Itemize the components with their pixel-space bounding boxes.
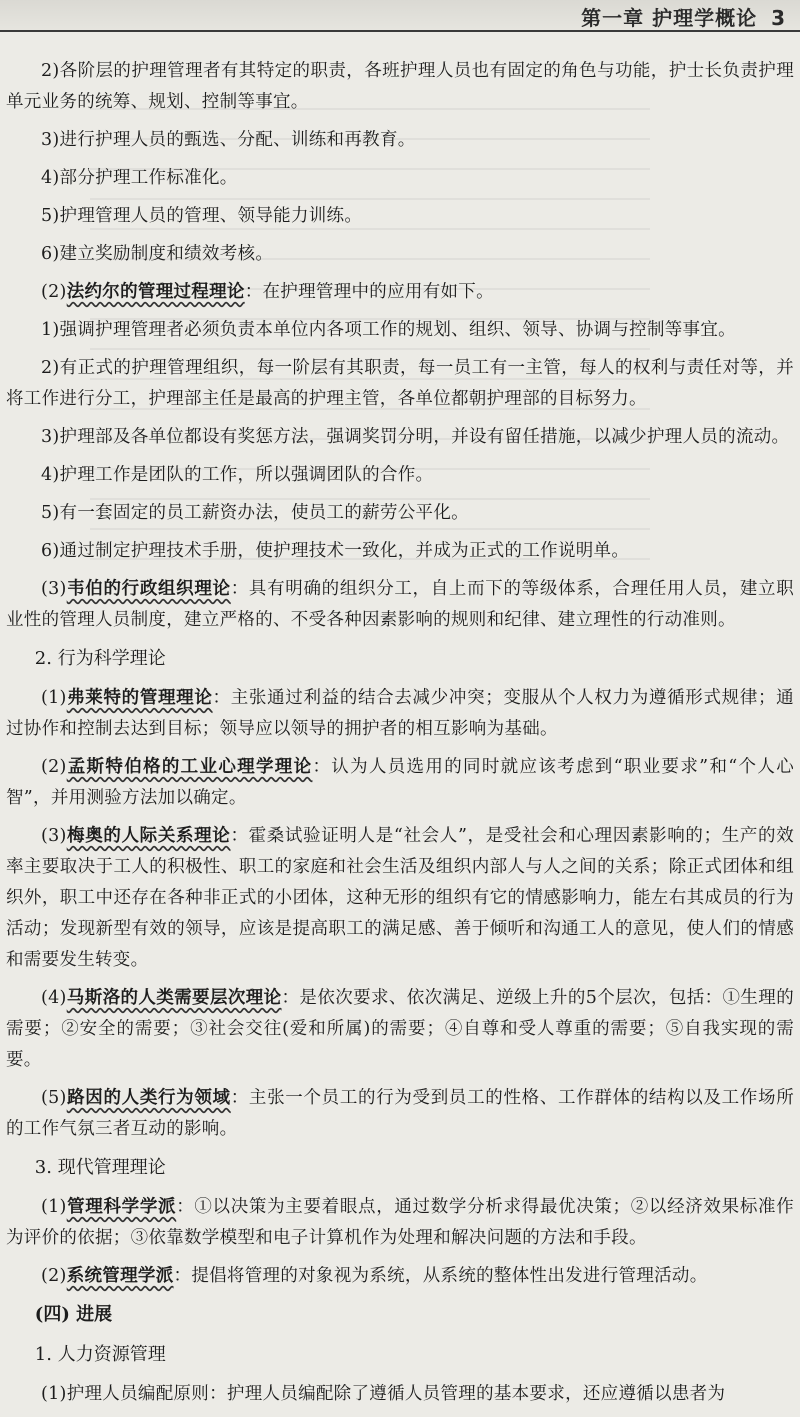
paragraph: 4)部分护理工作标准化。 bbox=[41, 168, 238, 188]
item-number: (2) bbox=[41, 1266, 67, 1286]
item-number: (1) bbox=[41, 688, 67, 708]
item-number: (4) bbox=[41, 988, 67, 1008]
paragraph bbox=[6, 752, 794, 814]
paragraph bbox=[6, 821, 794, 976]
item-number: (1) bbox=[41, 1197, 67, 1217]
paragraph: 1)强调护理管理者必须负责本单位内各项工作的规划、组织、领导、协调与控制等事宜。 bbox=[41, 320, 736, 340]
paragraph: 3)护理部及各单位都设有奖惩方法，强调奖罚分明，并设有留任措施，以减少护理人员的流动。 bbox=[41, 427, 790, 447]
item-number: (3) bbox=[41, 579, 67, 599]
paragraph: 5)有一套固定的员工薪资办法，使员工的薪劳公平化。 bbox=[41, 503, 469, 523]
paragraph: 5)护理管理人员的管理、领导能力训练。 bbox=[41, 206, 363, 226]
theory-description: ：主张一个员工的行为受到员工的性格、工作群体的结构以及工作场所的工作气氛三者互动的影响。 bbox=[6, 1088, 794, 1139]
theory-term: 管理科学学派 bbox=[66, 1197, 177, 1217]
theory-term: 法约尔的管理过程理论 bbox=[66, 282, 245, 302]
running-header-text bbox=[581, 2, 786, 31]
paragraph: 2)有正式的护理管理组织，每一阶层有其职责，每一员工有一主管，每人的权利与责任对等，并将工作进行分工，护理部主任是最高的护理主管，各单位都朝护理部的目标努力。 bbox=[6, 358, 794, 409]
paragraph: 4)护理工作是团队的工作，所以强调团队的合作。 bbox=[41, 465, 434, 485]
paragraph bbox=[6, 683, 794, 745]
paragraph bbox=[6, 1261, 794, 1292]
theory-description: ：是依次要求、依次满足、逆级上升的5个层次，包括：①生理的需要；②安全的需要；③社会交往(爱和所属)的需要；④自尊和受人尊重的需要；⑤自我实现的需要。 bbox=[6, 988, 794, 1070]
header-rule bbox=[0, 30, 800, 32]
theory-description: ：主张通过利益的结合去减少冲突；变服从个人权力为遵循形式规律；通过协作和控制去达到目标；领导应以领导的拥护者的相互影响为基础。 bbox=[6, 688, 794, 739]
paragraph: 6)通过制定护理技术手册，使护理技术一致化，并成为正式的工作说明单。 bbox=[41, 541, 630, 561]
theory-term: 路因的人类行为领域 bbox=[66, 1088, 231, 1108]
theory-description: ：霍桑试验证明人是“社会人”，是受社会和心理因素影响的；生产的效率主要取决于工人的积极性、职工的家庭和社会生活及组织内部人与人之间的关系；除正式团体和组织外，职工中还存在各种非正式的小团体，这种无形的组织有它的情感影响力，能左右其成员的行为活动；发现新型有效的领导，应该是提高职工的满足感、善于倾听和沟通工人的意见，使人们的情感和需要发生转变。 bbox=[6, 826, 794, 970]
page-body bbox=[6, 56, 794, 1417]
theory-term: 马斯洛的人类需要层次理论 bbox=[66, 988, 282, 1008]
theory-term: 弗莱特的管理理论 bbox=[66, 688, 213, 708]
theory-term: 孟斯特伯格的工业心理学理论 bbox=[66, 757, 313, 777]
paragraph: (1)护理人员编配原则：护理人员编配除了遵循人员管理的基本要求，还应遵循以患者为 bbox=[41, 1384, 726, 1404]
paragraph bbox=[6, 574, 794, 636]
paragraph bbox=[6, 1083, 794, 1145]
theory-description: ：提倡将管理的对象视为系统，从系统的整体性出发进行管理活动。 bbox=[173, 1266, 708, 1286]
theory-description: ：认为人员选用的同时就应该考虑到“职业要求”和“个人心智”，并用测验方法加以确定。 bbox=[6, 757, 794, 808]
paragraph: 2)各阶层的护理管理者有其特定的职责，各班护理人员也有固定的角色与功能，护士长负责护理单元业务的统筹、规划、控制等事宜。 bbox=[6, 61, 794, 112]
item-number: (2) bbox=[41, 757, 67, 777]
theory-description: ：具有明确的组织分工，自上而下的等级体系，合理任用人员，建立职业性的管理人员制度，建立严格的、不受各种因素影响的规则和纪律、建立理性的行动准则。 bbox=[6, 579, 794, 630]
item-number: (5) bbox=[41, 1088, 67, 1108]
section-heading: (四) 进展 bbox=[34, 1304, 113, 1325]
paragraph: 6)建立奖励制度和绩效考核。 bbox=[41, 244, 274, 264]
section-heading: 2. 行为科学理论 bbox=[34, 648, 166, 669]
theory-term: 梅奥的人际关系理论 bbox=[66, 826, 231, 846]
paragraph bbox=[6, 983, 794, 1076]
paragraph bbox=[6, 277, 794, 308]
theory-description: ：在护理管理中的应用有如下。 bbox=[244, 282, 494, 302]
theory-term: 系统管理学派 bbox=[66, 1266, 174, 1286]
item-number: (2) bbox=[41, 282, 67, 302]
section-heading: 1. 人力资源管理 bbox=[34, 1344, 166, 1365]
paragraph: 3)进行护理人员的甄选、分配、训练和再教育。 bbox=[41, 130, 416, 150]
chapter-title: 第一章 护理学概论 bbox=[581, 6, 758, 30]
theory-term: 韦伯的行政组织理论 bbox=[66, 579, 231, 599]
theory-description: ：①以决策为主要着眼点，通过数学分析求得最优决策；②以经济效果标准作为评价的依据；③依靠数学模型和电子计算机作为处理和解决问题的方法和手段。 bbox=[6, 1197, 794, 1248]
paragraph bbox=[6, 1192, 794, 1254]
section-heading: 3. 现代管理理论 bbox=[34, 1157, 166, 1178]
page-number: 3 bbox=[771, 6, 786, 30]
item-number: (3) bbox=[41, 826, 67, 846]
